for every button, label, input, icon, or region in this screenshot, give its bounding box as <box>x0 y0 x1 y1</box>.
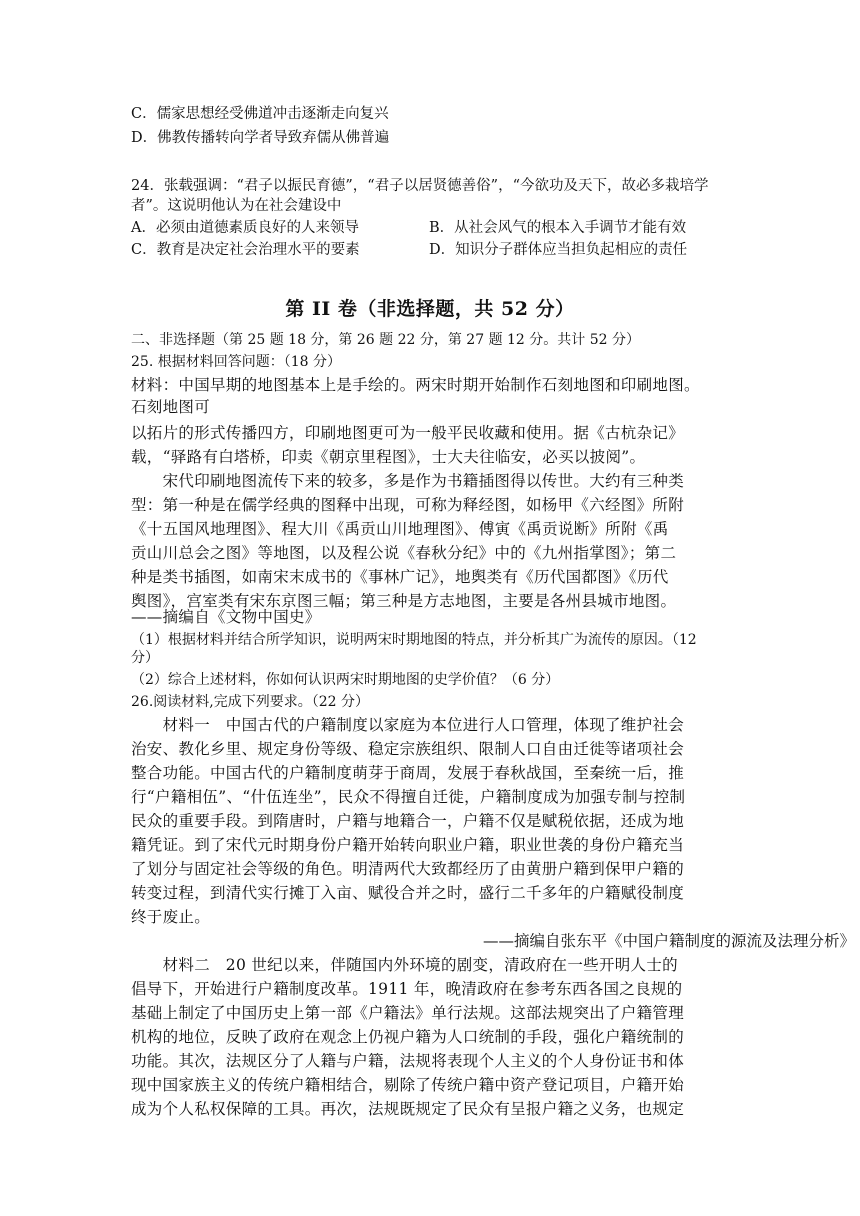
q26-material1-line: 籍凭证。到了宋代元时期身份户籍开始转向职业户籍，职业世袭的身份户籍充当 <box>131 836 685 854</box>
q26-material1-source: ——摘编自张东平《中国户籍制度的源流及法理分析》 <box>483 932 856 950</box>
q24-stem-line2: 者”。这说明他认为在社会建设中 <box>131 198 342 214</box>
q26-material2-line: 基础上制定了中国历史上第一部《户籍法》单行法规。这部法规突出了户籍管理 <box>131 1004 685 1022</box>
q25-material-source: ——摘编自《文物中国史》 <box>131 608 321 626</box>
q25-material-line: 种是类书插图，如南宋末成书的《事林广记》，地舆类有《历代国都图》《历代 <box>131 568 669 586</box>
q26-material1-line: 民众的重要手段。到隋唐时，户籍与地籍合一，户籍不仅是赋税依据，还成为地 <box>131 812 685 830</box>
q25-material-line: 贡山川总会之图》等地图，以及程公说《春秋分纪》中的《九州指掌图》；第二 <box>131 544 677 562</box>
q23-option-d: D．佛教传播转向学者导致弃儒从佛普遍 <box>131 130 390 146</box>
q26-material2-line: 功能。其次，法规区分了人籍与户籍，法规将表现个人主义的个人身份证书和体 <box>131 1052 685 1070</box>
q25-material-line: 型：第一种是在儒学经典的图释中出现，可称为释经图，如杨甲《六经图》所附 <box>131 496 685 514</box>
q25-material-line: 载，“驿路有白塔桥，印卖《朝京里程图》，士大夫往临安，必买以披阅”。 <box>131 448 646 466</box>
q26-material1-line: 行“户籍相伍”、“什伍连坐”，民众不得擅自迁徙，户籍制度成为加强专制与控制 <box>131 788 686 806</box>
q26-material2-line: 机构的地位，反映了政府在观念上仍视户籍为人口统制的手段，强化户籍统制的 <box>131 1028 685 1046</box>
q23-option-c: C．儒家思想经受佛道冲击逐渐走向复兴 <box>131 106 389 122</box>
q25-subquestion-2: （2）综合上述材料，你如何认识两宋时期地图的史学价值？（6 分） <box>131 672 560 688</box>
q26-material1-line: 整合功能。中国古代的户籍制度萌芽于商周，发展于春秋战国，至秦统一后，推 <box>131 764 685 782</box>
q25-material-line: 《十五国风地理图》、程大川《禹贡山川地理图》、傅寅《禹贡说断》所附《禹 <box>131 520 669 538</box>
q25-material-line: 以拓片的形式传播四方，印刷地图更可为一般平民收藏和使用。据《古杭杂记》 <box>131 424 685 442</box>
q26-material2-line: 材料二 20 世纪以来，伴随国内外环境的剧变，清政府在一些开明人士的 <box>131 956 678 974</box>
q25-subquestion-1-line1: （1）根据材料并结合所学知识，说明两宋时期地图的特点，并分析其广为流传的原因。（12 <box>131 632 697 648</box>
q26-material1-line: 终于废止。 <box>131 908 211 926</box>
q24-option-b: B．从社会风气的根本入手调节才能有效 <box>429 220 687 236</box>
q26-material2-line: 成为个人私权保障的工具。再次，法规既规定了民众有呈报户籍之义务，也规定 <box>131 1100 685 1118</box>
q25-title: 25. 根据材料回答问题：（18 分） <box>131 354 341 370</box>
q26-material1-line: 材料一 中国古代的户籍制度以家庭为本位进行人口管理，体现了维护社会 <box>131 716 685 734</box>
q26-title: 26.阅读材料,完成下列要求。（22 分） <box>131 694 369 710</box>
q24-option-d: D．知识分子群体应当担负起相应的责任 <box>429 242 688 258</box>
section-intro: 二、非选择题（第 25 题 18 分，第 26 题 22 分，第 27 题 12 分。共计 52 分） <box>131 332 641 348</box>
q24-option-a: A．必须由道德素质良好的人来领导 <box>131 220 359 236</box>
q26-material2-line: 倡导下，开始进行户籍制度改革。1911 年，晚清政府在参考东西各国之良规的 <box>131 980 683 998</box>
q25-material-line: 舆图》，宫室类有宋东京图三幅；第三种是方志地图，主要是各州县城市地图。 <box>131 592 677 610</box>
q25-subquestion-1-line2: 分） <box>131 650 159 666</box>
q25-material-line: 宋代印刷地图流传下来的较多，多是作为书籍插图得以传世。大约有三种类 <box>131 472 685 490</box>
q26-material1-line: 转变过程，到清代实行摊丁入亩、赋役合并之时，盛行二千多年的户籍赋役制度 <box>131 884 685 902</box>
q26-material2-line: 现中国家族主义的传统户籍相结合，剔除了传统户籍中资产登记项目，户籍开始 <box>131 1076 685 1094</box>
section-title: 第 II 卷（非选择题，共 52 分） <box>285 298 575 320</box>
q24-stem-line1: 24．张载强调：“君子以振民育德”，“君子以居贤德善俗”，“今欲功及天下，故必多栽培学 <box>131 178 709 194</box>
q26-material1-line: 治安、教化乡里、规定身份等级、稳定宗族组织、限制人口自由迁徙等诸项社会 <box>131 740 685 758</box>
q24-option-c: C．教育是决定社会治理水平的要素 <box>131 242 360 258</box>
q25-material-line: 材料：中国早期的地图基本上是手绘的。两宋时期开始制作石刻地图和印刷地图。 <box>131 376 700 394</box>
q26-material1-line: 了划分与固定社会等级的角色。明清两代大致都经历了由黄册户籍到保甲户籍的 <box>131 860 685 878</box>
q25-material-line: 石刻地图可 <box>131 398 211 416</box>
